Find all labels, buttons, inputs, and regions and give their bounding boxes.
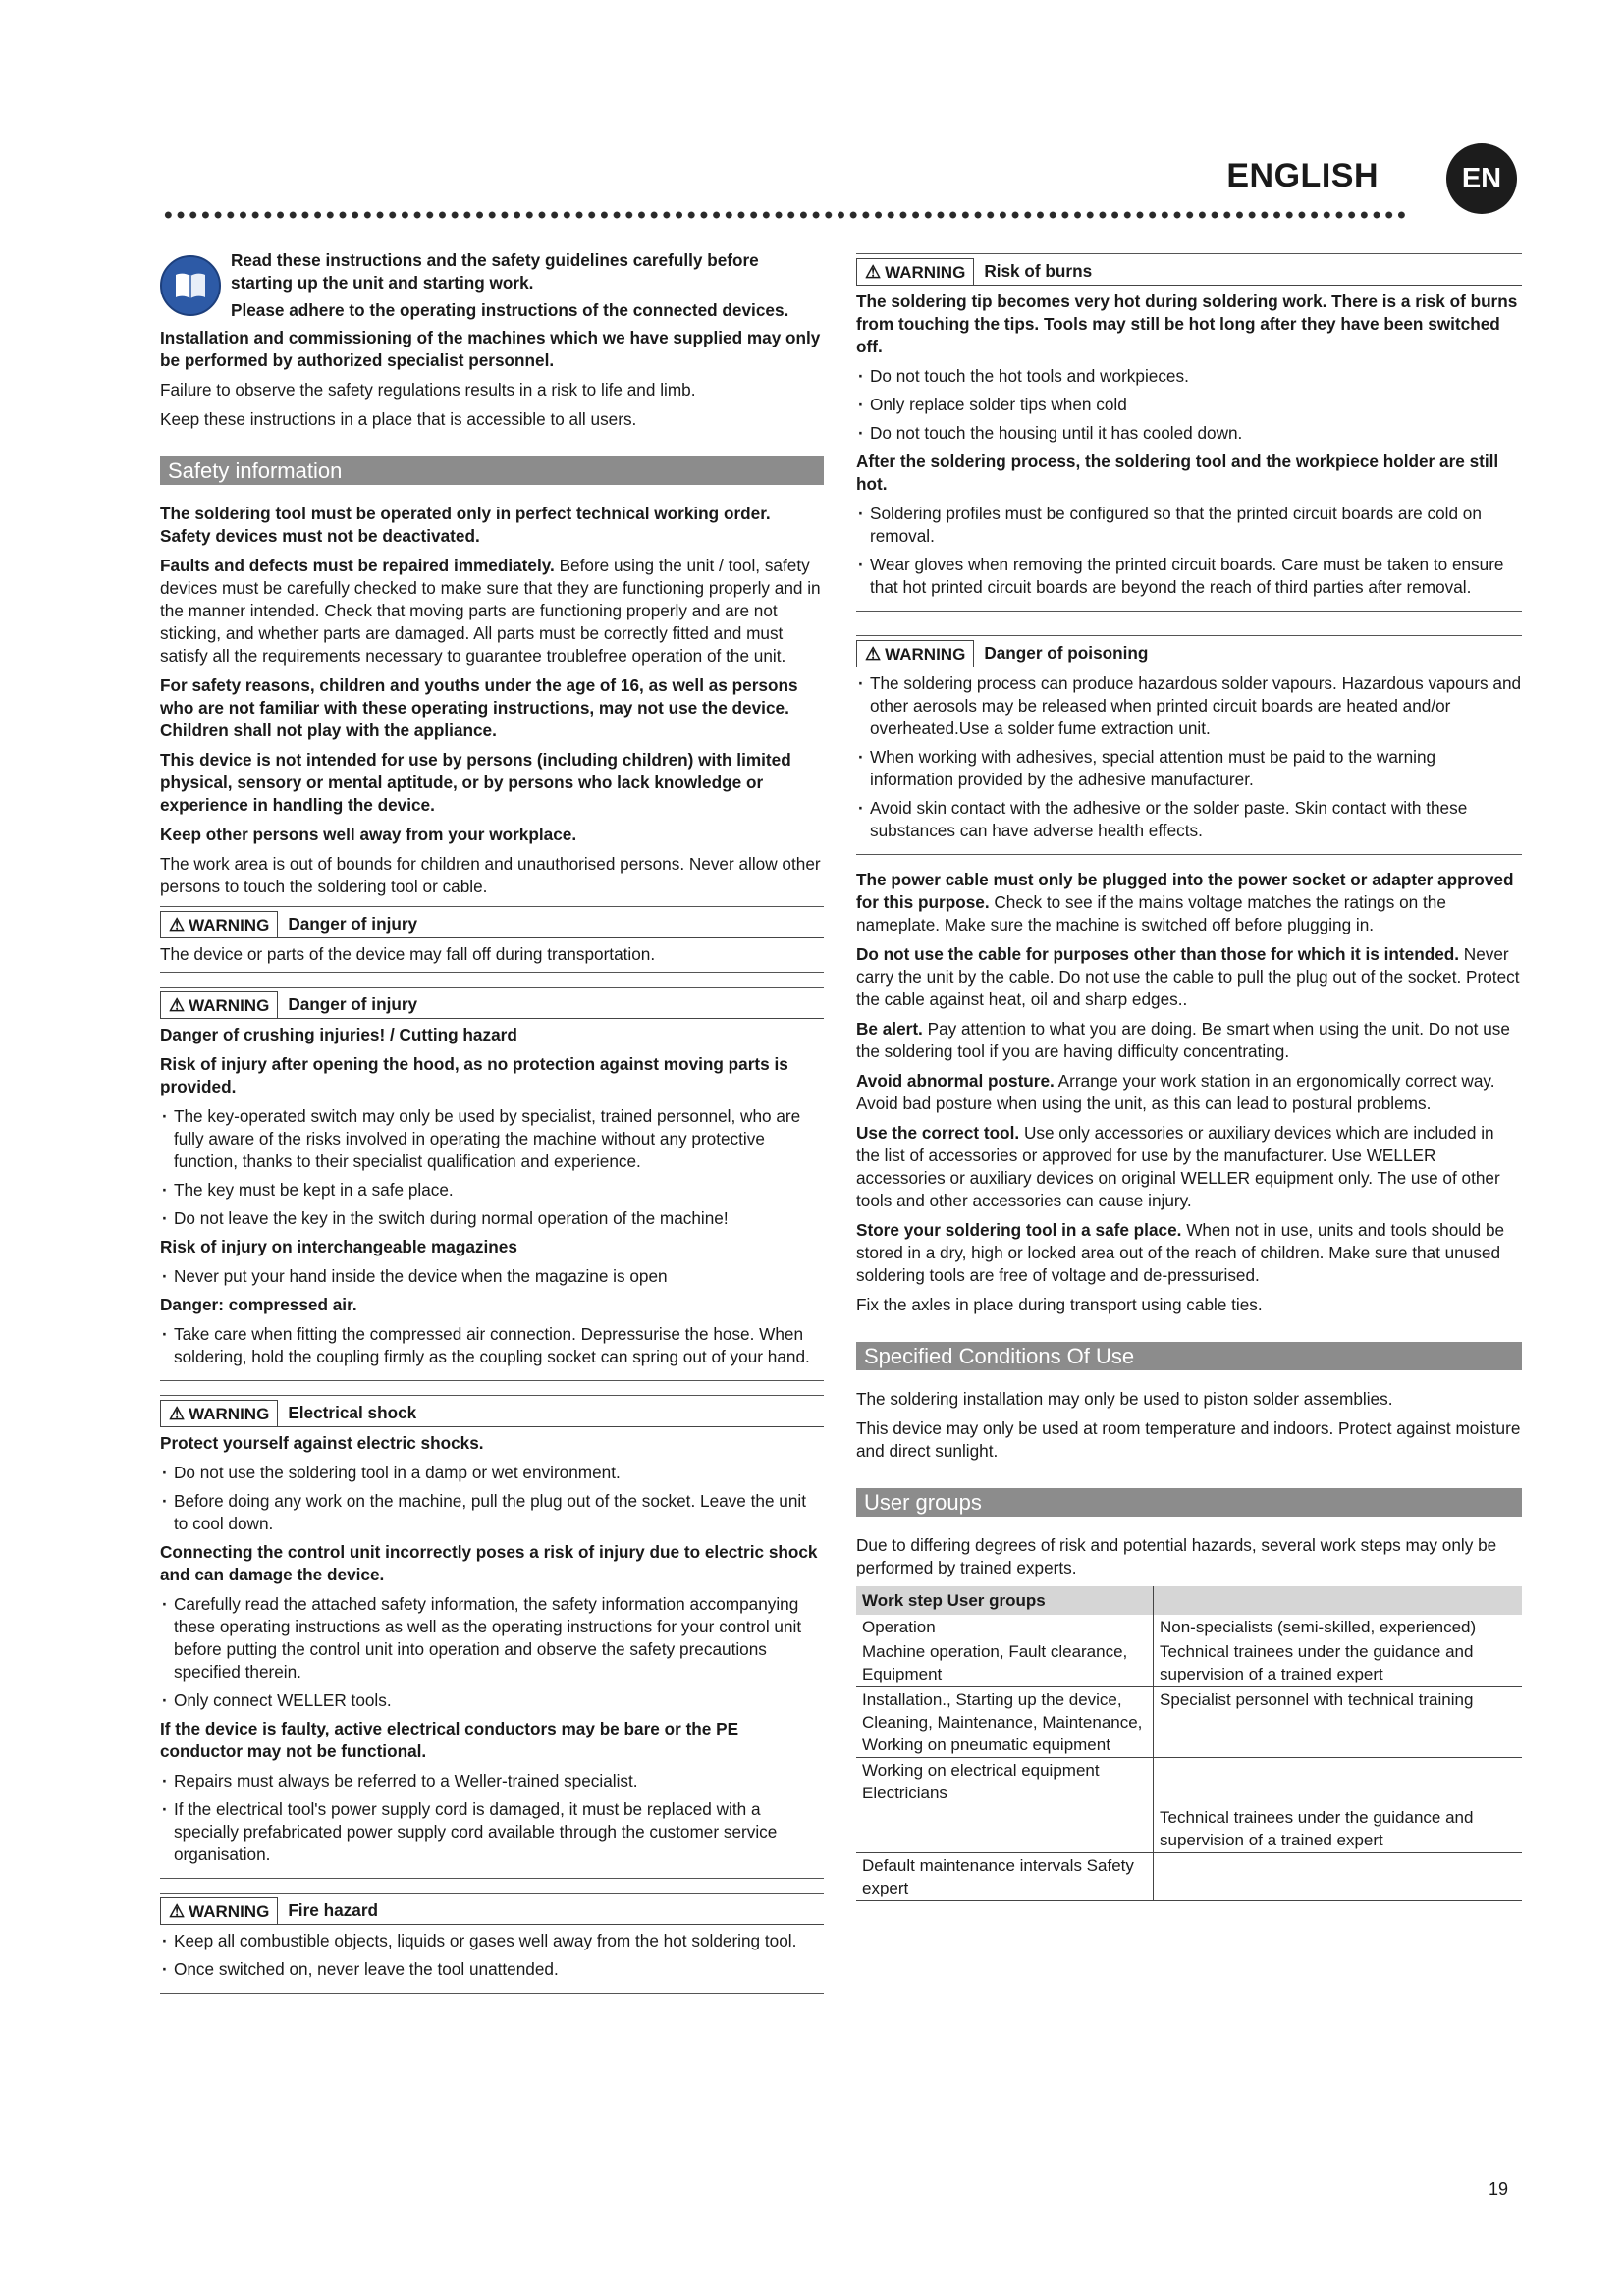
list-item: · Before doing any work on the machine, pull the plug out of the socket. Leave the unit to cool down. (160, 1490, 824, 1535)
be-alert-bold: Be alert. (856, 1019, 923, 1039)
list-item: · When working with adhesives, special attention must be paid to the warning information provided by the adhesive manufacturer. (856, 746, 1522, 791)
table-cell: Technical trainees under the guidance and supervision of a trained expert (1160, 1808, 1474, 1849)
warning-title: Fire hazard (278, 1897, 824, 1925)
warning-label (856, 258, 974, 286)
list-item: · Do not touch the housing until it has cooled down. (856, 422, 1522, 445)
correct-tool (856, 1122, 1522, 1212)
power-cable-bold: The power cable must only be plugged into the power socket or adapter approved for this purpose. (856, 870, 1514, 912)
warning-label-text: WARNING (885, 644, 966, 664)
warning-label (160, 911, 278, 938)
warning-label (856, 640, 974, 667)
warning-label (160, 1897, 278, 1925)
power-cable-text: Check to see if the mains voltage matches the ratings on the nameplate. Make sure the machine is switched off before plugging in. (856, 892, 1446, 934)
table-cell: Technical trainees under the guidance and supervision of a trained expert (1160, 1642, 1474, 1683)
list-item: · Never put your hand inside the device when the magazine is open (160, 1265, 824, 1288)
list-item: · Avoid skin contact with the adhesive or the solder paste. Skin contact with these substances can have adverse health effects. (856, 797, 1522, 842)
list-item: · Wear gloves when removing the printed circuit boards. Care must be taken to ensure that hot printed circuit boards are beyond the reach of third parties after removal. (856, 554, 1522, 599)
table-row (856, 1615, 1522, 1639)
compressed-air-list (160, 1323, 824, 1368)
table-cell: Operation (856, 1615, 1154, 1639)
store-tool (856, 1219, 1522, 1287)
cable-use-bold: Do not use the cable for purposes other than those for which it is intended. (856, 944, 1460, 964)
warning-triangle-icon: ⚠ (169, 1403, 186, 1423)
hood-risk: Risk of injury after opening the hood, as no protection against moving parts is provided. (160, 1054, 788, 1096)
warning-title: Electrical shock (278, 1400, 824, 1427)
correct-tool-bold: Use the correct tool. (856, 1123, 1020, 1143)
safety-faults (160, 555, 824, 667)
table-row (856, 1758, 1522, 1806)
left-column (160, 249, 824, 2007)
poisoning-list (856, 672, 1522, 842)
conditions-indoors: This device may only be used at room temperature and indoors. Protect against moisture and direct sunlight. (856, 1418, 1521, 1461)
safety-heading: Safety information (160, 456, 824, 485)
warning-poisoning (856, 635, 1522, 855)
list-item: · Take care when fitting the compressed air connection. Depressurise the hose. When soldering, hold the coupling firmly as the coupling socket can spring out of your hand. (160, 1323, 824, 1368)
intro-block (160, 249, 824, 327)
warning-title: Risk of burns (974, 258, 1522, 286)
posture-text: Arrange your work station in an ergonomically correct way. Avoid bad posture when using the unit, as this can lead to postural problems. (856, 1071, 1495, 1113)
table-header-empty (1154, 1586, 1523, 1615)
safety-faults-bold: Faults and defects must be repaired immediately. (160, 556, 555, 575)
compressed-air-danger: Danger: compressed air. (160, 1295, 357, 1314)
fire-list (160, 1930, 824, 1981)
warning-triangle-icon: ⚠ (865, 261, 882, 282)
warning-label (160, 991, 278, 1019)
conditions-heading: Specified Conditions Of Use (856, 1342, 1522, 1370)
power-cable (856, 869, 1522, 936)
control-unit-list (160, 1593, 824, 1712)
safety-children: For safety reasons, children and youths under the age of 16, as well as persons who are not familiar with these operating instructions, may not use the device. Children shall not play with the appliance. (160, 675, 798, 740)
tip-hot: The soldering tip becomes very hot during soldering work. There is a risk of burns from touching the tips. Tools may still be hot long after they have been switched off. (856, 292, 1518, 356)
table-header: Work step User groups (856, 1586, 1154, 1615)
table-cell: Working on electrical equipment Electricians (856, 1758, 1154, 1806)
list-item: · The key-operated switch may only be used by specialist, trained personnel, who are fully aware of the risks involved in operating the machine without any protective function, thanks to their specialist qualification and experience. (160, 1105, 824, 1173)
list-item: · The key must be kept in a safe place. (160, 1179, 824, 1201)
right-column (856, 249, 1522, 1901)
intro-connected-devices: Please adhere to the operating instructions of the connected devices. (231, 300, 789, 320)
pcb-list (856, 503, 1522, 599)
warning-label-text: WARNING (189, 1901, 270, 1921)
dotted-divider (162, 209, 1409, 221)
table-cell: Specialist personnel with technical training (1154, 1687, 1523, 1758)
list-item: · Do not touch the hot tools and workpieces. (856, 365, 1522, 388)
safety-limited-aptitude: This device is not intended for use by persons (including children) with limited physical, sensory or mental aptitude, or by persons who lack knowledge or experience in handling the device. (160, 750, 791, 815)
safety-work-area: The work area is out of bounds for children and unauthorised persons. Never allow other persons to touch the soldering tool or cable. (160, 854, 821, 896)
warning-risk-of-burns (856, 253, 1522, 612)
warning-text: The device or parts of the device may fall off during transportation. (160, 944, 656, 964)
warning-label-text: WARNING (189, 915, 270, 934)
warning-fire-hazard (160, 1893, 824, 1994)
safety-working-order: The soldering tool must be operated only in perfect technical working order. Safety devices must not be deactivated. (160, 504, 771, 546)
repair-list (160, 1770, 824, 1866)
list-item: · Repairs must always be referred to a Weller-trained specialist. (160, 1770, 824, 1792)
list-item: · Carefully read the attached safety information, the safety information accompanying these operating instructions as well as the operating instructions for your control unit before putting the control unit into operation and observe the safety precautions specified therein. (160, 1593, 824, 1683)
correct-tool-text: Use only accessories or auxiliary devices which are included in the list of accessories or approved for use by the manufacturer. Use WELLER accessories or auxiliary devices on original WELLER equipment only. The use of other tools and other accessories can cause injury. (856, 1123, 1500, 1210)
intro-failure: Failure to observe the safety regulations results in a risk to life and limb. (160, 380, 696, 400)
conditions-piston: The soldering installation may only be used to piston solder assemblies. (856, 1389, 1393, 1409)
table-cell: Default maintenance intervals Safety expert (856, 1853, 1154, 1901)
list-item: · Keep all combustible objects, liquids or gases well away from the hot soldering tool. (160, 1930, 824, 1952)
warning-label-text: WARNING (885, 262, 966, 282)
safety-faults-text: Before using the unit / tool, safety devices must be carefully checked to make sure that they are functioning properly and in the manner intended. Check that moving parts are functioning properly and are not sticking, and whether parts are damaged. All parts must be correctly fitted and must satisfy all the requirements necessary to guarantee troublefree operation of the unit. (160, 556, 821, 666)
be-alert-text: Pay attention to what you are doing. Be smart when using the unit. Do not use the soldering tool if you are having difficulty concentrating. (856, 1019, 1510, 1061)
posture-bold: Avoid abnormal posture. (856, 1071, 1055, 1091)
table-row (856, 1687, 1522, 1758)
warning-triangle-icon: ⚠ (865, 643, 882, 664)
warning-triangle-icon: ⚠ (169, 1900, 186, 1921)
warning-title: Danger of injury (278, 911, 824, 938)
after-soldering-hot: After the soldering process, the soldering tool and the workpiece holder are still hot. (856, 452, 1499, 494)
list-item: · The soldering process can produce hazardous solder vapours. Hazardous vapours and other aerosols may be released when printed circuit boards are heated and/or overheated.Use a solder fume extraction unit. (856, 672, 1522, 740)
faulty-device: If the device is faulty, active electrical conductors may be bare or the PE conductor may not be functional. (160, 1719, 739, 1761)
table-row (856, 1805, 1522, 1853)
safety-keep-away: Keep other persons well away from your workplace. (160, 825, 577, 844)
store-tool-bold: Store your soldering tool in a safe place. (856, 1220, 1182, 1240)
warning-label-text: WARNING (189, 995, 270, 1015)
cable-use (856, 943, 1522, 1011)
table-cell: Machine operation, Fault clearance, Equipment (856, 1639, 1154, 1687)
user-groups-table (856, 1586, 1522, 1901)
protect-shocks: Protect yourself against electric shocks. (160, 1433, 484, 1453)
table-cell: Installation., Starting up the device, Cleaning, Maintenance, Maintenance, Working on pneumatic equipment (856, 1687, 1154, 1758)
be-alert (856, 1018, 1522, 1063)
table-cell (1154, 1758, 1523, 1806)
list-item: · Do not use the soldering tool in a damp or wet environment. (160, 1462, 824, 1484)
crushing-hazard: Danger of crushing injuries! / Cutting hazard (160, 1025, 517, 1044)
intro-keep: Keep these instructions in a place that is accessible to all users. (160, 409, 637, 429)
magazine-risk: Risk of injury on interchangeable magazines (160, 1237, 517, 1256)
warning-injury-crushing (160, 987, 824, 1381)
key-switch-list (160, 1105, 824, 1230)
warning-title: Danger of poisoning (974, 640, 1522, 667)
table-cell: Non-specialists (semi-skilled, experienced) (1160, 1618, 1477, 1636)
list-item: · Do not leave the key in the switch during normal operation of the machine! (160, 1207, 824, 1230)
usergroups-heading: User groups (856, 1488, 1522, 1517)
store-tool-text: When not in use, units and tools should be stored in a dry, high or locked area out of the reach of children. Make sure that unused soldering tools are free of voltage and de-pressurised. (856, 1220, 1505, 1285)
usergroups-intro: Due to differing degrees of risk and potential hazards, several work steps may only be performed by trained experts. (856, 1535, 1497, 1577)
warning-electrical-shock (160, 1395, 824, 1879)
language-badge: EN (1446, 143, 1517, 214)
language-title: ENGLISH (1226, 157, 1379, 194)
list-item: · Soldering profiles must be configured so that the printed circuit boards are cold on removal. (856, 503, 1522, 548)
list-item: · If the electrical tool's power supply cord is damaged, it must be replaced with a specially prefabricated power supply cord available through the customer service organisation. (160, 1798, 824, 1866)
burns-list (856, 365, 1522, 445)
list-item: · Once switched on, never leave the tool unattended. (160, 1958, 824, 1981)
shock-list (160, 1462, 824, 1535)
intro-installation: Installation and commissioning of the machines which we have supplied may only be performed by authorized specialist personnel. (160, 328, 821, 370)
intro-read-instructions: Read these instructions and the safety guidelines carefully before starting up the unit and starting work. (231, 250, 759, 293)
warning-label (160, 1400, 278, 1427)
posture (856, 1070, 1522, 1115)
warning-triangle-icon: ⚠ (169, 994, 186, 1015)
control-unit-risk: Connecting the control unit incorrectly poses a risk of injury due to electric shock and can damage the device. (160, 1542, 818, 1584)
page-number: 19 (1488, 2179, 1508, 2199)
cable-use-text: Never carry the unit by the cable. Do not use the cable to pull the plug out of the socket. Protect the cable against heat, oil and sharp edges.. (856, 944, 1520, 1009)
warning-title: Danger of injury (278, 991, 824, 1019)
fix-axles: Fix the axles in place during transport using cable ties. (856, 1295, 1263, 1314)
list-item: · Only connect WELLER tools. (160, 1689, 824, 1712)
table-row (856, 1639, 1522, 1687)
magazine-list (160, 1265, 824, 1288)
warning-label-text: WARNING (189, 1404, 270, 1423)
table-row (856, 1853, 1522, 1901)
table-cell (1154, 1853, 1523, 1901)
warning-injury-transport (160, 906, 824, 973)
table-cell (856, 1805, 1154, 1853)
list-item: · Only replace solder tips when cold (856, 394, 1522, 416)
warning-triangle-icon: ⚠ (169, 914, 186, 934)
book-icon (160, 255, 221, 316)
